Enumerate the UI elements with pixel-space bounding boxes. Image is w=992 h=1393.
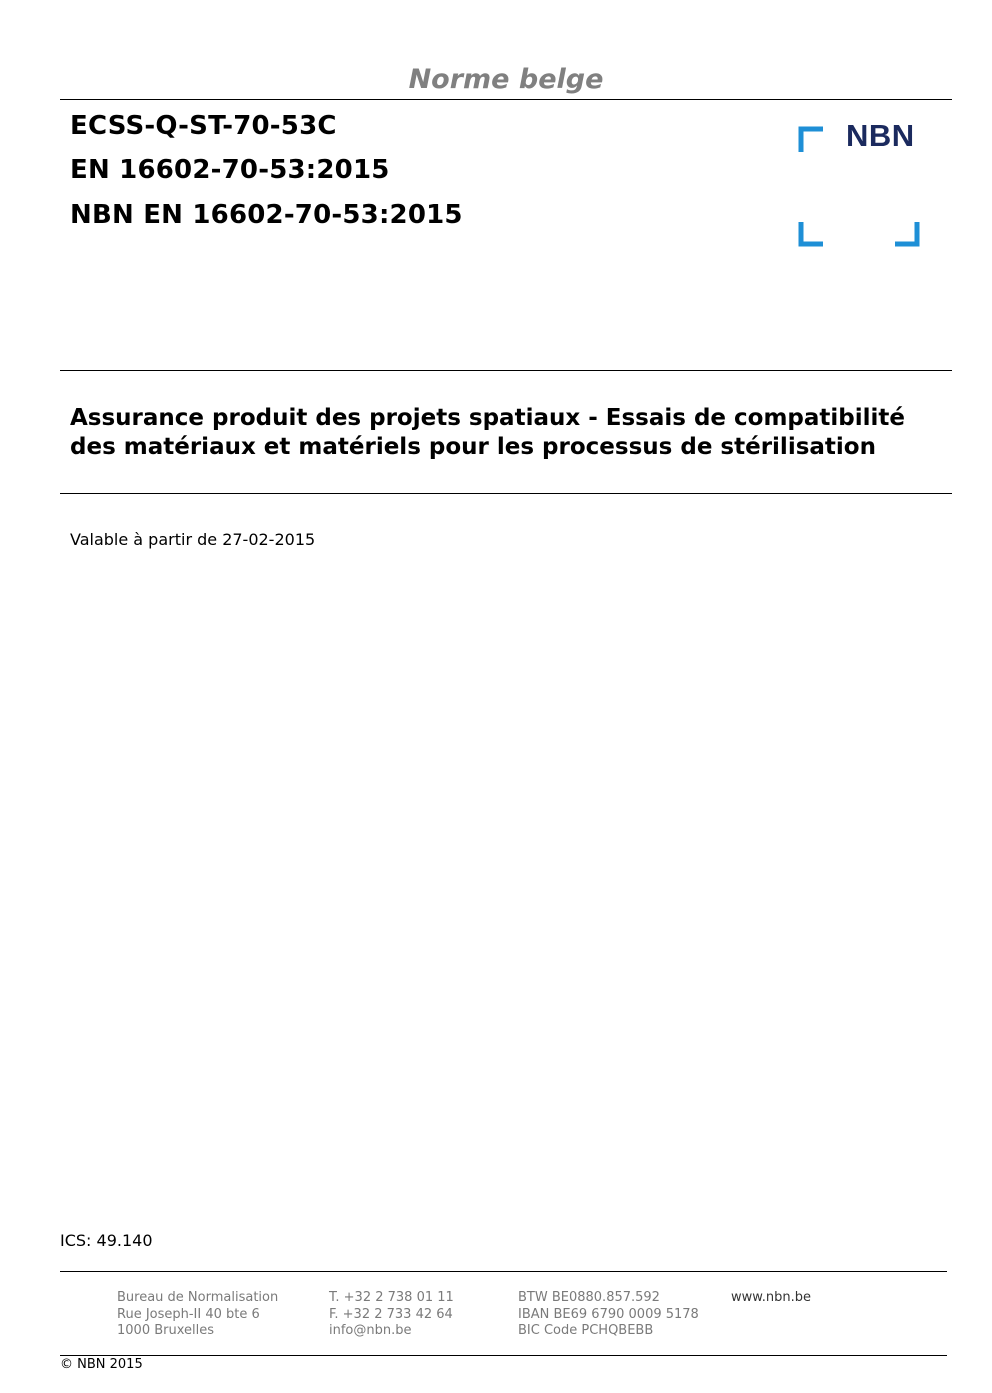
footer-org-name: Bureau de Normalisation	[117, 1290, 279, 1305]
footer-fax: F. +32 2 733 42 64	[329, 1306, 453, 1322]
footer-website-link[interactable]: www.nbn.be	[731, 1290, 811, 1305]
copyright-notice: © NBN 2015	[60, 1357, 143, 1372]
document-title-line-1: Assurance produit des projets spatiaux - Essais de compatibilité	[70, 405, 905, 431]
footer-web	[731, 1290, 811, 1307]
standard-code-ecss: ECSS-Q-ST-70-53C	[70, 111, 337, 141]
footer-bic: BIC Code PCHQBEBB	[518, 1323, 654, 1338]
divider-title-bottom	[60, 493, 952, 494]
footer-email-link[interactable]: info@nbn.be	[329, 1323, 412, 1338]
divider-footer-bottom	[60, 1355, 947, 1356]
standard-code-en: EN 16602-70-53:2015	[70, 155, 390, 185]
divider-footer-top	[60, 1271, 947, 1272]
document-title-line-2: des matériaux et matériels pour les processus de stérilisation	[70, 434, 876, 460]
footer-street: Rue Joseph-II 40 bte 6	[117, 1306, 260, 1322]
document-type-heading: Norme belge	[408, 64, 604, 95]
footer-iban: IBAN BE69 6790 0009 5178	[518, 1306, 699, 1322]
footer-phone: T. +32 2 738 01 11	[329, 1290, 454, 1305]
footer-vat: BTW BE0880.857.592	[518, 1290, 660, 1305]
footer-city: 1000 Bruxelles	[117, 1323, 215, 1338]
nbn-logo-text: NBN	[846, 118, 915, 153]
footer-contact	[329, 1290, 454, 1340]
footer-banking	[518, 1290, 699, 1340]
divider-title-top	[60, 370, 952, 371]
standard-code-nbn: NBN EN 16602-70-53:2015	[70, 200, 463, 230]
footer-address	[117, 1290, 278, 1340]
validity-date: Valable à partir de 27-02-2015	[70, 530, 316, 549]
ics-code: ICS: 49.140	[60, 1231, 153, 1250]
divider-top	[60, 99, 952, 100]
